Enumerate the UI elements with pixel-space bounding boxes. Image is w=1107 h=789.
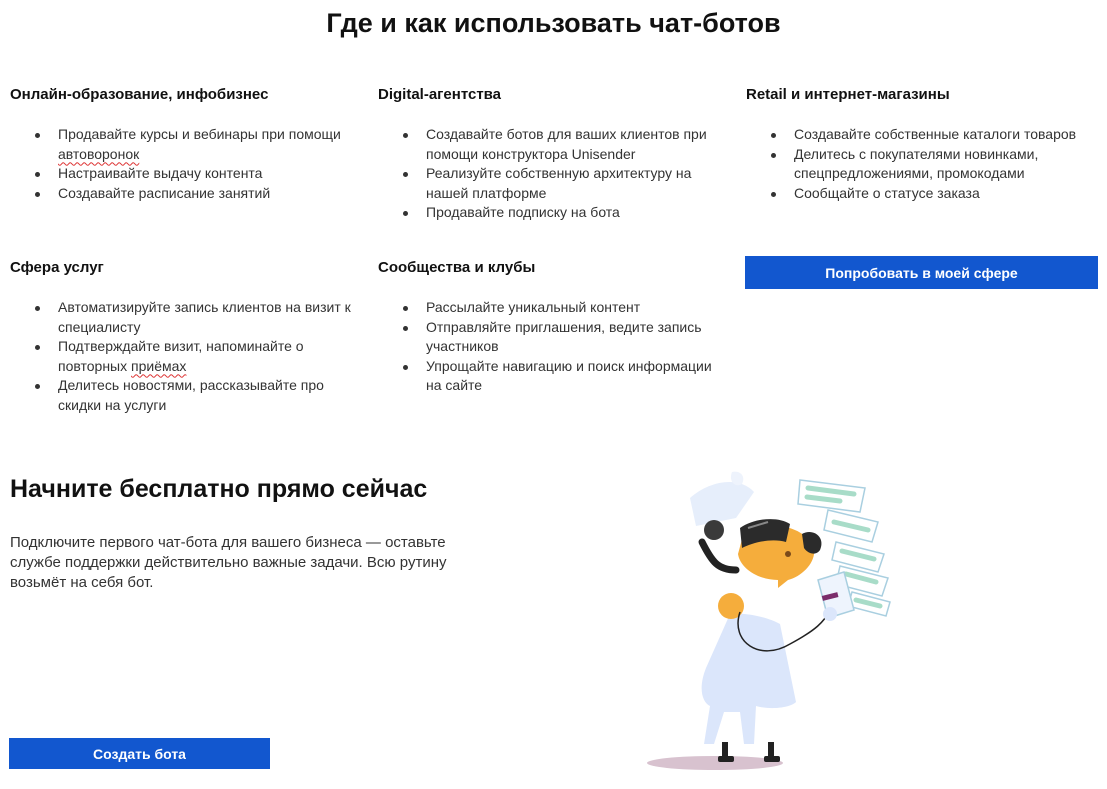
- list-item: Настраивайте выдачу контента: [10, 164, 360, 184]
- bullet-list: [746, 125, 1096, 203]
- bullet-list: [378, 125, 728, 223]
- create-bot-button[interactable]: Создать бота: [9, 738, 270, 769]
- bullet-list: [378, 298, 728, 396]
- list-item: Продавайте курсы и вебинары при помощи автоворонок: [10, 125, 360, 164]
- list-item: Делитесь новостями, рассказывайте про скидки на услуги: [10, 376, 360, 415]
- section-services: [10, 258, 360, 415]
- section-heading: Digital-агентства: [378, 86, 502, 103]
- list-item: Создавайте ботов для ваших клиентов при помощи конструктора Unisender: [378, 125, 728, 164]
- section-heading: Retail и интернет-магазины: [746, 86, 950, 103]
- list-item: Продавайте подписку на бота: [378, 203, 728, 223]
- section-heading: Сфера услуг: [10, 259, 104, 276]
- chatbot-illustration: [640, 462, 900, 774]
- bullet-list: [10, 125, 360, 203]
- list-item: Отправляйте приглашения, ведите запись участников: [378, 318, 728, 357]
- bullet-list: [10, 298, 360, 415]
- list-item: Реализуйте собственную архитектуру на нашей платформе: [378, 164, 728, 203]
- section-education: [10, 85, 360, 203]
- section-digital-agencies: [378, 85, 728, 223]
- list-item: Сообщайте о статусе заказа: [746, 184, 1096, 204]
- cta-description: Подключите первого чат-бота для вашего бизнеса — оставьте службе поддержки действительно важные задачи. Всю рутину возьмёт на себя бот.: [10, 534, 447, 591]
- list-item: Создавайте собственные каталоги товаров: [746, 125, 1096, 145]
- section-retail: [746, 85, 1096, 203]
- list-item: Упрощайте навигацию и поиск информации на сайте: [378, 357, 728, 396]
- chatbot-dog-icon: [640, 462, 900, 774]
- list-item: Подтверждайте визит, напоминайте о повторных приёмах: [10, 337, 360, 376]
- page-title: Где и как использовать чат-ботов: [326, 8, 781, 38]
- list-item: Создавайте расписание занятий: [10, 184, 360, 204]
- list-item: Делитесь с покупателями новинками, спецпредложениями, промокодами: [746, 145, 1096, 184]
- section-heading: Онлайн-образование, инфобизнес: [10, 86, 269, 103]
- section-heading: Сообщества и клубы: [378, 259, 536, 276]
- list-item: Рассылайте уникальный контент: [378, 298, 728, 318]
- section-communities: [378, 258, 728, 396]
- cta-heading: Начните бесплатно прямо сейчас: [10, 475, 428, 503]
- list-item: Автоматизируйте запись клиентов на визит к специалисту: [10, 298, 360, 337]
- try-in-my-sphere-button[interactable]: Попробовать в моей сфере: [745, 256, 1098, 289]
